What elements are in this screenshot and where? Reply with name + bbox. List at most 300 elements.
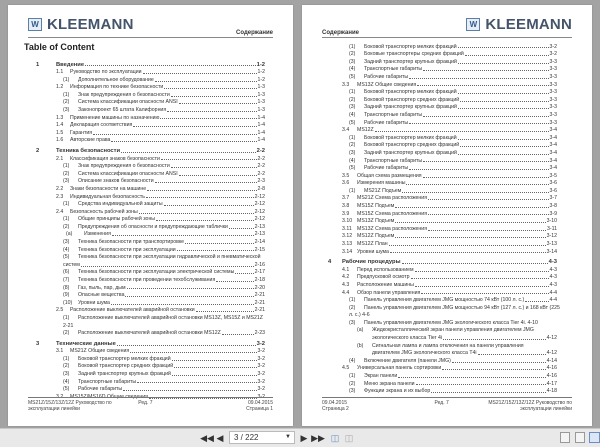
toc-entry-page: 3-11 (547, 225, 557, 232)
footer-left (322, 400, 349, 412)
toc-entry-number: (3) (63, 107, 70, 114)
two-page-icon[interactable] (589, 432, 600, 443)
toc-entry-number: (2) (63, 170, 70, 177)
leader-dots (452, 362, 546, 363)
toc-entry[interactable] (8, 245, 293, 253)
leader-dots (172, 360, 257, 361)
toc-entry-title: Рабочие процедуры (342, 259, 401, 266)
toc-entry-number: (1) (63, 76, 70, 83)
leader-dots (458, 139, 549, 140)
toc-entry[interactable] (8, 298, 293, 306)
toc-entry[interactable] (302, 110, 592, 118)
kleemann-logo (466, 16, 572, 33)
footer-left (28, 400, 112, 412)
navigation-toolbar (0, 428, 600, 447)
toc-entry[interactable] (8, 145, 293, 154)
toc-entry-number: (1) (63, 355, 70, 362)
toc-entry[interactable] (8, 121, 293, 129)
leader-dots (179, 175, 257, 176)
toc-entry-number: (b) (357, 342, 364, 349)
toc-entry[interactable] (8, 200, 293, 208)
toc-entry[interactable] (8, 169, 293, 177)
leader-dots (235, 273, 253, 274)
leader-dots (164, 88, 256, 89)
toc-entry[interactable] (302, 326, 592, 334)
toc-entry-number: 3.13 (342, 241, 353, 248)
toc-entry[interactable] (8, 237, 293, 245)
toc-entry-page: 2-12 (254, 201, 265, 208)
toc-entry[interactable] (8, 59, 293, 68)
toc-entry-number: (1) (63, 91, 70, 98)
toc-entry[interactable] (302, 224, 592, 232)
prev-page-icon[interactable]: ◀ (216, 432, 224, 443)
toc-entry[interactable] (8, 291, 293, 299)
toc-entry-number: 2.4 (56, 208, 64, 215)
toc-entry-title: Рабочие габариты (78, 386, 123, 393)
footer-center: Ред. 7 (434, 400, 449, 406)
single-page-icon[interactable] (560, 432, 570, 443)
toc-entry-page: 3-2 (257, 393, 265, 400)
toc-entry[interactable] (8, 207, 293, 215)
toc-entry-page: 3-3 (549, 66, 557, 73)
toc-entry-page: 1-3 (257, 107, 265, 114)
toc-entry[interactable] (302, 95, 592, 103)
toc-entry-number: 3.2 (56, 393, 64, 400)
toc-entry-number: (4) (349, 66, 356, 73)
toc-entry[interactable] (8, 385, 293, 393)
footer-right (488, 400, 572, 412)
page-footer (322, 397, 572, 412)
leader-dots (428, 214, 548, 215)
toc-entry-number: (5) (349, 73, 356, 80)
toc-entry[interactable] (302, 126, 592, 134)
toc-entry[interactable] (8, 215, 293, 223)
toc-entry-page: 2-21 (254, 299, 265, 306)
toc-entry-page: 3-4 (549, 134, 557, 141)
leader-dots (155, 81, 257, 82)
leader-dots (171, 96, 257, 97)
toc-entry-page: 3-10 (546, 218, 557, 225)
toc-entry-title: Гарантия (70, 129, 93, 136)
toc-entry-title: Предупреждения об опасности и предупреждающие таблички (78, 223, 228, 230)
leader-dots (398, 377, 545, 378)
toc-entry[interactable] (302, 42, 592, 50)
toc-entry-title: Законопроект 65 штата Калифорния (78, 107, 167, 114)
toc-entry-number: 3.11 (342, 225, 352, 232)
toc-entry-page: 3-3 (549, 58, 557, 65)
toc-entry-number: (5) (349, 119, 356, 126)
logo-text: KLEEMANN (47, 16, 134, 33)
toc-entry[interactable] (8, 354, 293, 362)
toc-entry-number: (1) (349, 297, 356, 304)
toc-entry-title: Рабочие габариты (364, 73, 409, 80)
toc-entry[interactable] (302, 247, 592, 255)
toc-entry-page: 3-2 (549, 51, 557, 58)
toc-entry[interactable] (302, 273, 592, 281)
toc-entry[interactable] (8, 275, 293, 283)
leader-dots (93, 134, 256, 135)
toc-entry-number: (1) (63, 201, 70, 208)
toc-entry[interactable] (8, 128, 293, 136)
leader-dots (465, 55, 549, 56)
fit-page-icon[interactable]: ◫ (330, 432, 340, 443)
toc-entry-title: Опасные вещества (78, 292, 125, 299)
toc-entry-continued[interactable] (8, 260, 293, 268)
toc-entry-number: (2) (349, 380, 356, 387)
toc-entry[interactable] (302, 303, 592, 311)
toc-entry[interactable] (8, 268, 293, 276)
toc-entry[interactable] (302, 217, 592, 225)
toc-entry-title: Боковой транспортер средних фракций (78, 363, 174, 370)
toc-entry-title: Меню экрана панели (364, 380, 415, 387)
fit-width-icon[interactable]: ◫ (344, 432, 354, 443)
toc-entry[interactable] (302, 103, 592, 111)
toc-entry[interactable] (8, 222, 293, 230)
first-page-icon[interactable]: ◀◀ (200, 432, 214, 443)
leader-dots (417, 85, 548, 86)
toc-entry-title: Рабочие габариты (364, 119, 409, 126)
footer-right-line1: MS21Z/15Z/13Z/12Z Руководство по (488, 400, 572, 406)
toc-entry-number: 2.2 (56, 185, 64, 192)
toc-entry[interactable] (302, 179, 592, 187)
toc-entry[interactable] (8, 369, 293, 377)
toc-entry[interactable] (302, 141, 592, 149)
leader-dots (415, 271, 549, 272)
leader-dots (167, 111, 256, 112)
toc-entry-continued[interactable] (302, 333, 592, 341)
toc-entry-continued[interactable] (302, 349, 592, 357)
toc-title: Table of Content (24, 42, 95, 52)
leader-dots (423, 161, 548, 162)
toc-entry-title: Предпусковой осмотр (357, 274, 410, 281)
toc-entry-page: 1-4 (257, 122, 265, 129)
leader-dots (111, 304, 254, 305)
toc-entry-page: 3-3 (549, 119, 557, 126)
toc-entry-number: (4) (63, 246, 70, 253)
toc-entry[interactable] (8, 90, 293, 98)
leader-dots (121, 152, 256, 153)
continuous-icon[interactable] (575, 432, 585, 443)
leader-dots (143, 73, 257, 74)
toc-entry-page: 1-4 (257, 129, 265, 136)
leader-dots (443, 339, 546, 340)
toc-entry-number: (3) (349, 104, 356, 111)
toc-entry-title: Система классификации опасности ANSI (78, 99, 178, 106)
toc-list (8, 57, 293, 400)
toc-entry-number: 4.4 (342, 289, 350, 296)
toc-entry-number: 2.5 (56, 307, 64, 314)
toc-entry-number: (3) (349, 149, 356, 156)
toc-entry-title: Перед использованием (357, 266, 414, 273)
toc-entry[interactable] (302, 57, 592, 65)
toc-entry-title: Транспортные габариты (364, 66, 423, 73)
toc-entry-page: 4-17 (546, 380, 557, 387)
toc-entry[interactable] (8, 75, 293, 83)
toc-entry-page: 3-2 (257, 348, 265, 355)
page-footer (28, 397, 273, 412)
leader-dots (137, 382, 256, 383)
toc-entry-title: Жидкокристаллический экран панели управления двигателем JMG (372, 327, 534, 334)
toc-entry[interactable] (302, 341, 592, 349)
toc-entry-number: (5) (63, 254, 70, 261)
toc-entry-page: 2-12 (254, 193, 265, 200)
toc-entry[interactable] (8, 184, 293, 192)
toc-entry[interactable] (302, 65, 592, 73)
leader-dots (409, 123, 548, 124)
leader-dots (428, 199, 548, 200)
leader-dots (458, 154, 549, 155)
toc-entry[interactable] (8, 283, 293, 291)
toc-entry-page: 2-2 (256, 147, 265, 154)
toc-entry[interactable] (302, 80, 592, 88)
toc-entry[interactable] (302, 50, 592, 58)
toc-entry[interactable] (8, 230, 293, 238)
toc-entry-page: 3-5 (549, 172, 557, 179)
toc-entry-page: 4-16 (546, 365, 557, 372)
toc-entry-title: Экран панели (364, 373, 398, 380)
toc-entry[interactable] (302, 171, 592, 179)
leader-dots (458, 93, 549, 94)
toc-entry[interactable] (8, 313, 293, 321)
toc-entry-title: Применение машины по назначению (70, 114, 160, 121)
toc-entry[interactable] (8, 362, 293, 370)
toc-entry-title: Транспортные габариты (364, 157, 423, 164)
toc-entry-title: MS13Z Подъем (357, 218, 395, 225)
toc-entry[interactable] (8, 192, 293, 200)
toc-entry[interactable] (302, 164, 592, 172)
toc-entry-page: 4-4 (549, 297, 557, 304)
leader-dots (156, 220, 254, 221)
toc-entry-number: (1) (63, 216, 70, 223)
toc-entry[interactable] (302, 318, 592, 326)
leader-dots (147, 190, 256, 191)
toc-entry[interactable] (302, 239, 592, 247)
toc-entry[interactable] (302, 148, 592, 156)
footer-left-line1: 09.04.2015 (322, 400, 348, 406)
toc-entry-page: 2-12 (254, 208, 265, 215)
toc-entry[interactable] (302, 280, 592, 288)
toc-entry-page: 2-15 (254, 246, 265, 253)
toc-entry[interactable] (302, 156, 592, 164)
toc-entry[interactable] (8, 83, 293, 91)
toc-entry-title: Изменения (84, 231, 111, 238)
toc-entry-number: (3) (349, 58, 356, 65)
toc-entry-title-cont: систем (63, 261, 80, 268)
toc-entry-page: 3-3 (549, 111, 557, 118)
toc-entry-title: Расположение выключателей аварийной остановки MS13Z, MS15Z и MS21Z (78, 315, 263, 321)
toc-entry-title: Задний транспортер крупных фракций (364, 104, 457, 111)
toc-entry-page: 1-2 (256, 61, 265, 68)
toc-entry-title: Функции экрана и их выбор (364, 388, 431, 395)
toc-entry-continued[interactable] (8, 321, 293, 329)
chevron-down-icon[interactable]: ▼ (285, 434, 291, 440)
toc-entry-title: Боковые транспортеры средних фракций (364, 51, 464, 58)
toc-entry-title: Расположение выключателей аварийной остановки MS12Z (78, 330, 221, 337)
leader-dots (164, 205, 254, 206)
toc-entry[interactable] (8, 68, 293, 76)
toc-entry-number: 2.3 (56, 193, 64, 200)
leader-dots (389, 245, 546, 246)
toc-entry-number: (3) (63, 178, 70, 185)
leader-dots (125, 296, 253, 297)
toc-entry[interactable] (302, 118, 592, 126)
toc-entry[interactable] (302, 296, 592, 304)
footer-left-line1: MS21Z/15Z/13Z/12Z Руководство по (28, 400, 112, 406)
toc-entry[interactable] (8, 377, 293, 385)
toc-entry-title: Обзор панели управления (357, 289, 421, 296)
toc-entry-number: (1) (349, 373, 356, 380)
toc-entry[interactable] (8, 177, 293, 185)
toc-entry-page: 3-3 (549, 96, 557, 103)
leader-dots (229, 228, 254, 229)
leader-dots (174, 367, 256, 368)
toc-entry[interactable] (302, 72, 592, 80)
toc-entry[interactable] (8, 347, 293, 355)
leader-dots (160, 118, 256, 119)
toc-entry-title: Панель управления двигателем JMG мощностью 74 кВт (100 л. с.) (364, 297, 525, 304)
toc-entry[interactable] (8, 306, 293, 314)
leader-dots (81, 266, 254, 267)
toc-entry-page: 2-2 (257, 170, 265, 177)
toc-entry-number: 2.1 (56, 155, 64, 162)
toc-entry[interactable] (8, 329, 293, 337)
last-page-icon[interactable]: ▶▶ (311, 432, 325, 443)
toc-entry-page: 2-13 (254, 223, 265, 230)
leader-dots (402, 263, 548, 264)
toc-entry[interactable] (302, 201, 592, 209)
toc-entry-title: Индивидуальная безопасность (70, 193, 145, 200)
toc-entry-title: MS15Z Схема расположения (357, 210, 428, 217)
toc-entry-number: (4) (349, 111, 356, 118)
toc-entry-page: 4-12 (546, 335, 557, 342)
toc-entry[interactable] (8, 162, 293, 170)
toc-entry[interactable] (8, 105, 293, 113)
toc-entry-page: 4-3 (549, 281, 557, 288)
toc-entry-number: 3.14 (342, 248, 353, 255)
toc-entry[interactable] (8, 253, 293, 261)
toc-entry-page: 4-3 (548, 259, 557, 266)
toc-entry-title: MS12Z (357, 127, 374, 134)
toc-entry[interactable] (302, 379, 592, 387)
toc-entry-page: 2-14 (254, 239, 265, 246)
toc-entry[interactable] (302, 88, 592, 96)
toc-entry[interactable] (8, 338, 293, 347)
toc-entry[interactable] (302, 256, 592, 265)
footer-right-line1: 09.04.2015 (247, 400, 273, 406)
toc-entry-page: 3-4 (549, 142, 557, 149)
toc-entry-title: Измерения машины (357, 180, 406, 187)
toc-entry-title: Средства индивидуальной защиты (78, 201, 163, 208)
toc-entry[interactable] (302, 209, 592, 217)
toc-entry-title: MS13Z Схема расположения (357, 225, 428, 232)
toc-entry-number: 1.1 (56, 69, 64, 76)
toc-entry[interactable] (302, 387, 592, 395)
toc-entry-title: Информация по технике безопасности (70, 84, 164, 91)
toc-entry-title: MS21Z Общие сведения (70, 348, 130, 355)
toc-entry-number: (2) (63, 99, 70, 106)
toc-entry[interactable] (302, 265, 592, 273)
leader-dots (185, 243, 254, 244)
kleemann-logo (28, 16, 134, 33)
toc-entry[interactable] (8, 136, 293, 144)
toc-entry-number: 3.12 (342, 233, 353, 240)
toc-entry-title: Введение (56, 61, 85, 68)
toc-entry-page: 3-4 (549, 165, 557, 172)
logo-mark-icon: W (466, 18, 480, 31)
page-number-input[interactable] (229, 431, 295, 444)
toc-entry-title: Транспортные габариты (78, 378, 137, 385)
toc-entry[interactable] (302, 194, 592, 202)
toc-entry-number: 3.9 (342, 210, 350, 217)
toc-entry[interactable] (302, 356, 592, 364)
toc-entry-page: 4-14 (546, 357, 557, 364)
leader-dots (423, 70, 548, 71)
toc-entry[interactable] (302, 133, 592, 141)
leader-dots (395, 207, 548, 208)
leader-dots (172, 375, 257, 376)
toc-entry[interactable] (302, 371, 592, 379)
toc-entry[interactable] (302, 364, 592, 372)
toc-entry-title: Знак предупреждения о безопасности (78, 163, 170, 170)
toc-entry-continued[interactable] (302, 311, 592, 319)
toc-entry-number: (a) (66, 231, 73, 238)
toc-entry[interactable] (302, 186, 592, 194)
toc-entry-page: 2-21 (254, 292, 265, 299)
leader-dots (411, 278, 549, 279)
toc-entry-title: Боковой транспортер мелких фракций (364, 89, 457, 96)
toc-entry[interactable] (302, 232, 592, 240)
leader-dots (196, 311, 254, 312)
toc-entry-title: Боковой транспортер средних фракций (364, 142, 460, 149)
footer-left-line2: эксплуатации линейки (28, 406, 80, 412)
leader-dots (216, 281, 253, 282)
toc-entry-title: Уровни шума (78, 299, 110, 306)
next-page-icon[interactable]: ▶ (300, 432, 308, 443)
leader-dots (177, 250, 254, 251)
footer-right-line2: эксплуатации линейки (520, 406, 572, 412)
toc-entry-title: Система классификации опасности ANSI (78, 170, 178, 177)
toc-entry-title: Техника безопасности при проведении техобслуживания (78, 277, 216, 284)
toc-entry-number: 4.2 (342, 274, 350, 281)
toc-entry-number: (2) (349, 96, 356, 103)
toc-entry-page: 4-16 (546, 373, 557, 380)
toc-entry-title: Описание знаков безопасности (78, 178, 154, 185)
toc-entry-number: (1) (349, 43, 356, 50)
toc-entry[interactable] (8, 113, 293, 121)
toc-entry-page: 3-2 (256, 340, 265, 347)
toc-entry-title: Руководство по эксплуатации (70, 69, 142, 76)
toc-entry-page: 2-17 (254, 269, 265, 276)
toc-entry-page: 2-3 (257, 178, 265, 185)
toc-entry-page: 3-2 (257, 371, 265, 378)
leader-dots (85, 65, 256, 66)
toc-entry-number: (2) (349, 142, 356, 149)
toc-entry-title: Рабочие габариты (364, 165, 409, 172)
leader-dots (155, 182, 257, 183)
toc-entry[interactable] (8, 154, 293, 162)
toc-entry-title: Панель управления двигателем JMG мощностью 94 кВт (127 л. с.) и 168 кВт (225 (364, 304, 560, 311)
leader-dots (458, 47, 549, 48)
toc-entry[interactable] (8, 98, 293, 106)
toc-entry-page: 2-20 (254, 284, 265, 291)
toc-entry-page: 3-2 (257, 386, 265, 393)
toc-entry[interactable] (302, 288, 592, 296)
toc-entry-title: MS15Z/MS16D Общие сведения (70, 393, 148, 400)
toc-entry-number: (7) (63, 277, 70, 284)
toc-entry-title: Задний транспортер крупных фракций (364, 58, 457, 65)
leader-dots (117, 345, 256, 346)
toc-entry-page: 4-3 (549, 274, 557, 281)
